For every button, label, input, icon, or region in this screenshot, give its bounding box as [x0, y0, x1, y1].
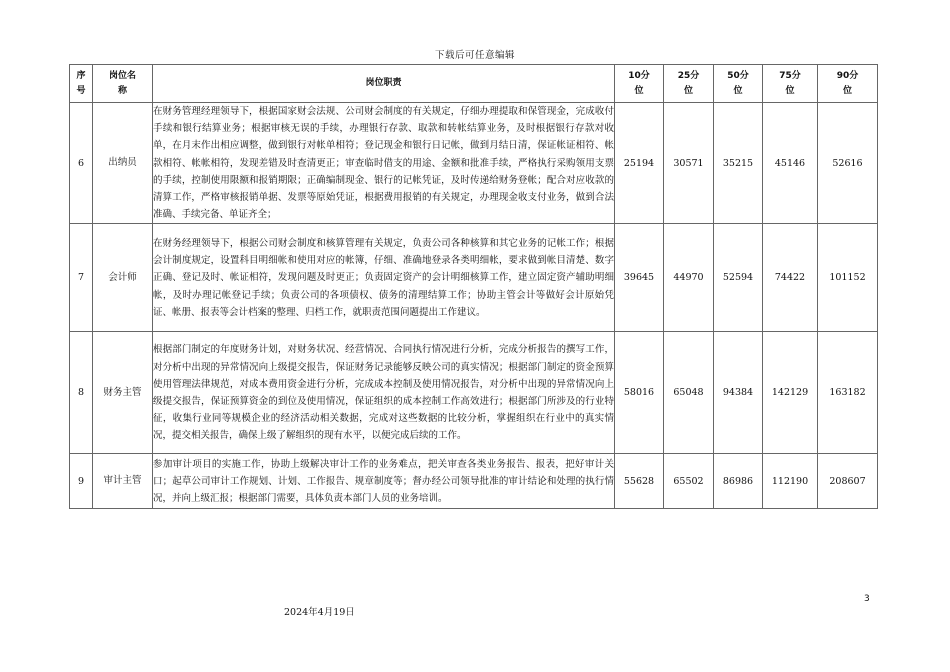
row-p25: 30571: [664, 103, 714, 224]
row-index: 9: [70, 454, 93, 509]
column-header-p25: 25分位: [664, 65, 714, 103]
row-p50: 86986: [714, 454, 763, 509]
row-p50: 35215: [714, 103, 763, 224]
row-p50: 94384: [714, 332, 763, 454]
row-p10: 58016: [615, 332, 664, 454]
column-header-duty: 岗位职责: [153, 65, 615, 103]
row-p25: 65502: [664, 454, 714, 509]
table-row: [70, 224, 878, 332]
table-header-row: [70, 65, 878, 103]
row-duty: 参加审计项目的实施工作，协助上级解决审计工作的业务难点，把关审查各类业务报告、报表，把好审计关口；起草公司审计工作规划、计划、工作报告、规章制度等；督办经公司领导批准的审计结论和处理的执行情况，并向上级汇报；根据部门需要，具体负责本部门人员的业务培训。: [153, 454, 615, 509]
row-p75: 112190: [763, 454, 818, 509]
row-p50: 52594: [714, 224, 763, 332]
row-p75: 74422: [763, 224, 818, 332]
table-row: [70, 103, 878, 224]
row-p10: 25194: [615, 103, 664, 224]
row-index: 6: [70, 103, 93, 224]
row-post-name: 财务主管: [93, 332, 153, 454]
header-note: 下载后可任意编辑: [434, 50, 515, 61]
table-row: [70, 454, 878, 509]
row-p75: 45146: [763, 103, 818, 224]
column-header-p10: 10分位: [615, 65, 664, 103]
row-duty: 根据部门制定的年度财务计划，对财务状况、经营情况、合同执行情况进行分析，完成分析报告的撰写工作，对分析中出现的异常情况向上级提交报告，保证财务记录能够反映公司的真实情况；根据部门制定的资金预算使用管理法律规范，对成本费用资金进行分析，完成成本控制及使用情况报告，对分析中出现的异常情况向上级提交报告，保证预算资金的到位及使用情况，保证组织的成本控制工作高效进行；根据部门所涉及的行业特征，收集行业同等规模企业的经济活动相关数据，完成对这些数据的比较分析，掌握组织在行业中的真实情况，提交相关报告，确保上级了解组织的现有水平，以便完成后续的工作。: [153, 332, 615, 454]
row-post-name: 出纳员: [93, 103, 153, 224]
row-index: 7: [70, 224, 93, 332]
column-header-index: 序号: [70, 65, 93, 103]
footer-date: 2024年4月19日: [284, 607, 355, 618]
column-header-p90: 90分位: [818, 65, 878, 103]
salary-table: [69, 64, 878, 509]
row-p10: 55628: [615, 454, 664, 509]
row-p90: 101152: [818, 224, 878, 332]
row-p75: 142129: [763, 332, 818, 454]
row-post-name: 审计主管: [93, 454, 153, 509]
column-header-post: 岗位名称: [93, 65, 153, 103]
table-row: [70, 332, 878, 454]
row-duty: 在财务管理经理领导下，根据国家财会法规、公司财会制度的有关规定，仔细办理提取和保管现金，完成收付手续和银行结算业务；根据审核无误的手续，办理银行存款、取款和转帐结算业务，及时根据银行存款对收单，在月末作出相应调整，做到银行对帐单相符；登记现金和银行日记帐，做到月结日清，保证帐证相符、帐款相符、帐帐相符，发现差错及时查清更正；审查临时借支的用途、金额和批准手续，严格执行采购领用支票的手续，控制使用限额和报销期限；正确编制现金、银行的记帐凭证，及时传递给财务登帐；配合对应收款的清算工作，严格审核报销单据、发票等原始凭证，根据费用报销的有关规定，办理现金收支付业务，做到合法准确、手续完备、单证齐全；: [153, 103, 615, 224]
row-p10: 39645: [615, 224, 664, 332]
row-p25: 65048: [664, 332, 714, 454]
row-index: 8: [70, 332, 93, 454]
column-header-p50: 50分位: [714, 65, 763, 103]
row-p90: 52616: [818, 103, 878, 224]
page-number: 3: [864, 594, 870, 604]
row-p90: 163182: [818, 332, 878, 454]
row-p25: 44970: [664, 224, 714, 332]
row-post-name: 会计师: [93, 224, 153, 332]
row-duty: 在财务经理领导下，根据公司财会制度和核算管理有关规定，负责公司各种核算和其它业务的记帐工作；根据会计制度规定，设置科目明细帐和使用对应的帐簿，仔细、准确地登录各类明细帐，要求做到帐目清楚、数字正确、登记及时、帐证相符，发现问题及时更正；负责固定资产的会计明细核算工作，建立固定资产辅助明细帐，及时办理记帐登记手续；负责公司的各项债权、债务的清理结算工作；协助主管会计等做好会计原始凭证、帐册、报表等会计档案的整理、归档工作，就职责范围问题提出工作建议。: [153, 224, 615, 332]
row-p90: 208607: [818, 454, 878, 509]
column-header-p75: 75分位: [763, 65, 818, 103]
